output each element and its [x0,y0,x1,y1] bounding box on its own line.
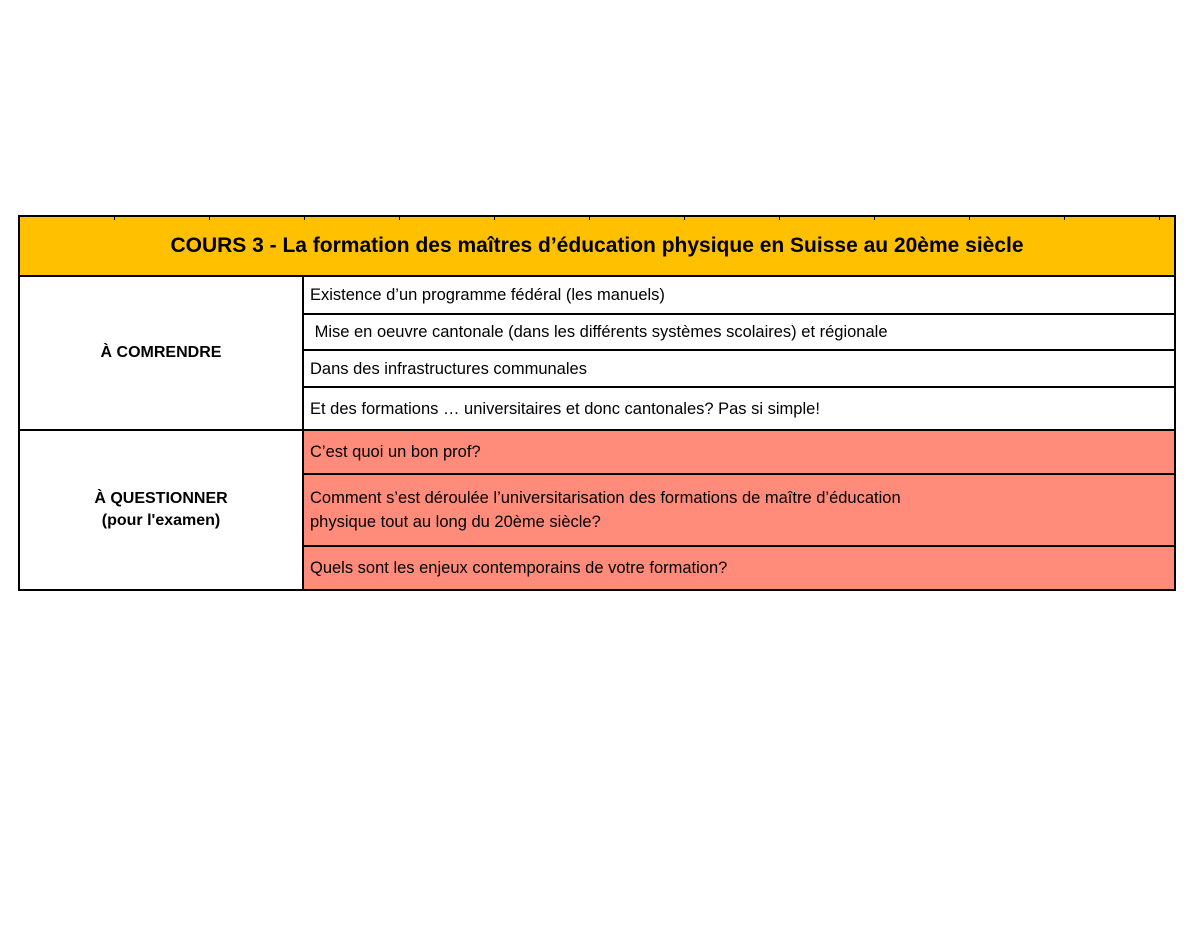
section-label-questionner [20,431,304,589]
item-list-questionner [304,431,1174,589]
list-item [304,473,1174,545]
section-label-line: À QUESTIONNER [94,490,228,507]
section-label-line: À COMRENDRE [100,344,222,361]
list-item-line: Comment s’est déroulée l’universitarisation des formations de maître d’éducation [310,489,901,507]
list-item: Mise en oeuvre cantonale (dans les différents systèmes scolaires) et régionale [304,313,1174,349]
section-questionner [20,429,1174,589]
table-title-row [20,217,1174,277]
column-tick-marks [20,217,1174,220]
section-label-comprendre [20,277,304,429]
list-item: Et des formations … universitaires et donc cantonales? Pas si simple! [304,386,1174,429]
list-item: Quels sont les enjeux contemporains de votre formation? [304,545,1174,589]
list-item-line: physique tout au long du 20ème siècle? [310,513,601,531]
section-comprendre [20,277,1174,429]
course-table [18,215,1176,591]
list-item: C’est quoi un bon prof? [304,431,1174,473]
list-item: Existence d’un programme fédéral (les manuels) [304,277,1174,313]
section-label-line: (pour l'examen) [101,512,221,529]
page-title: COURS 3 - La formation des maîtres d’éducation physique en Suisse au 20ème siècle [170,234,1024,257]
item-list-comprendre [304,277,1174,429]
list-item: Dans des infrastructures communales [304,349,1174,386]
